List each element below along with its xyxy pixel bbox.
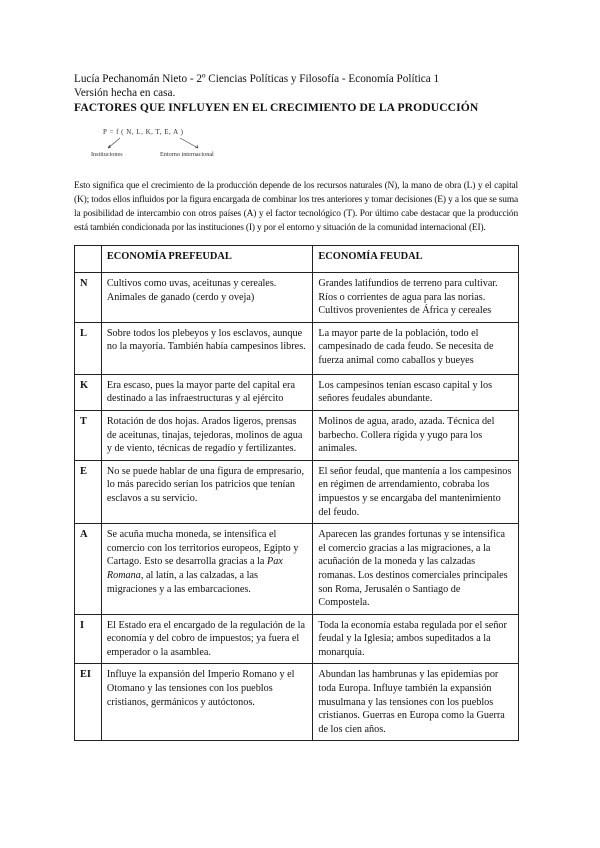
feudal-cell: Grandes latifundios de terreno para cultivar. Ríos o corrientes de agua para las norias. Cultivos provenientes de África y cereales [313,273,519,323]
version-line: Versión hecha en casa. [74,87,176,99]
prefeudal-cell: El Estado era el encargado de la regulación de la economía y del cobro de impuestos; ya fuera el emperador o la asamblea. [101,614,313,664]
table-row [75,664,519,741]
feudal-cell: El señor feudal, que mantenía a los campesinos en régimen de arrendamiento, cobraba los impuestos y se encargaba del mantenimiento del feudo. [313,460,519,523]
table-row [75,410,519,460]
author-line: Lucía Pechanomán Nieto - 2º Ciencias Políticas y Filosofía - Economía Política 1 [74,73,440,85]
international-label: Entorno internacional [160,151,214,158]
table-row [75,614,519,664]
page-title: FACTORES QUE INFLUYEN EN EL CRECIMIENTO DE LA PRODUCCIÓN [74,101,479,114]
prefeudal-cell: Influye la expansión del Imperio Romano y el Otomano y las tensiones con los pueblos cristianos, germánicos y autóctonos. [101,664,313,741]
row-label: EI [75,664,102,741]
feudal-cell: Molinos de agua, arado, azada. Técnica del barbecho. Collera rígida y yugo para los animales. [313,410,519,460]
prefeudal-cell [101,524,313,615]
row-label: E [75,460,102,523]
feudal-cell: La mayor parte de la población, todo el campesinado de cada feudo. Se necesita de fuerza animal como caballos y bueyes [313,322,519,374]
pax-romana-emphasis: Pax Romana [106,556,283,581]
row-label: L [75,322,102,374]
feudal-cell: Toda la economía estaba regulada por el señor feudal y la Iglesia; ambos supeditados a la monarquía. [313,614,519,664]
formula-arrows [80,120,220,154]
prefeudal-cell: Era escaso, pues la mayor parte del capital era destinado a las infraestructuras y al ejército [101,374,313,410]
row-label: N [75,273,102,323]
header-prefeudal: ECONOMÍA PREFEUDAL [101,246,313,273]
table-row [75,322,519,374]
table-row [75,374,519,410]
prefeudal-text-a: Se acuña mucha moneda, se intensifica el comercio con los territorios europeos, Egipto y Cartago. Esto se desarrolla gracias a la [106,529,299,568]
table-row [75,524,519,615]
table-header-row [75,246,519,273]
row-label: K [75,374,102,410]
prefeudal-cell: Sobre todos los plebeyos y los esclavos, aunque no la mayoría. También había campesinos libres. [101,322,313,374]
prefeudal-cell: Rotación de dos hojas. Arados ligeros, prensas de aceitunas, tinajas, tejedoras, molinos de agua y de viento, técnicas de regadío y fertilizantes. [101,410,313,460]
institutions-label: Instituciones [91,151,123,158]
feudal-cell: Abundan las hambrunas y las epidemias por toda Europa. Influye también la expansión musulmana y las tensiones con los pueblos cristianos. Guerras en Europa como la Guerra de los cien años. [313,664,519,741]
feudal-cell: Los campesinos tenían escaso capital y los señores feudales abundante. [313,374,519,410]
factors-table [74,245,519,741]
production-formula: P = f ( N, L, K, T, E, A ) [103,128,184,136]
table-row [75,273,519,323]
row-label: I [75,614,102,664]
header-feudal: ECONOMÍA FEUDAL [313,246,519,273]
prefeudal-cell: Cultivos como uvas, aceitunas y cereales. Animales de ganado (cerdo y oveja) [101,273,313,323]
row-label: T [75,410,102,460]
prefeudal-text-b: , al latín, a las calzadas, a las migraciones y a las embarcaciones. [106,569,258,595]
intro-paragraph: Esto significa que el crecimiento de la producción depende de los recursos naturales (N), la mano de obra (L) y el capital (K); todos ellos influidos por la figura encargada de combinar los tres anteriores y tomar decisiones (E) y a los que se suma la posibilidad de intercambio con otros países (A) y el factor tecnológico (T). Por último cabe destacar que la producción está también condicionada por las instituciones (I) y por el entorno y situación de la comunidad internacional (EI). [74,181,518,233]
feudal-cell: Aparecen las grandes fortunas y se intensifica el comercio gracias a las migraciones, a la acuñación de la moneda y las calzadas romanas. Los destinos comerciales principales son Roma, Jerusalén o Santiago de Compostela. [313,524,519,615]
row-label: A [75,524,102,615]
prefeudal-cell: No se puede hablar de una figura de empresario, lo más parecido serían los patricios que tenían esclavos a su servicio. [101,460,313,523]
header-empty [75,246,102,273]
table-row [75,460,519,523]
